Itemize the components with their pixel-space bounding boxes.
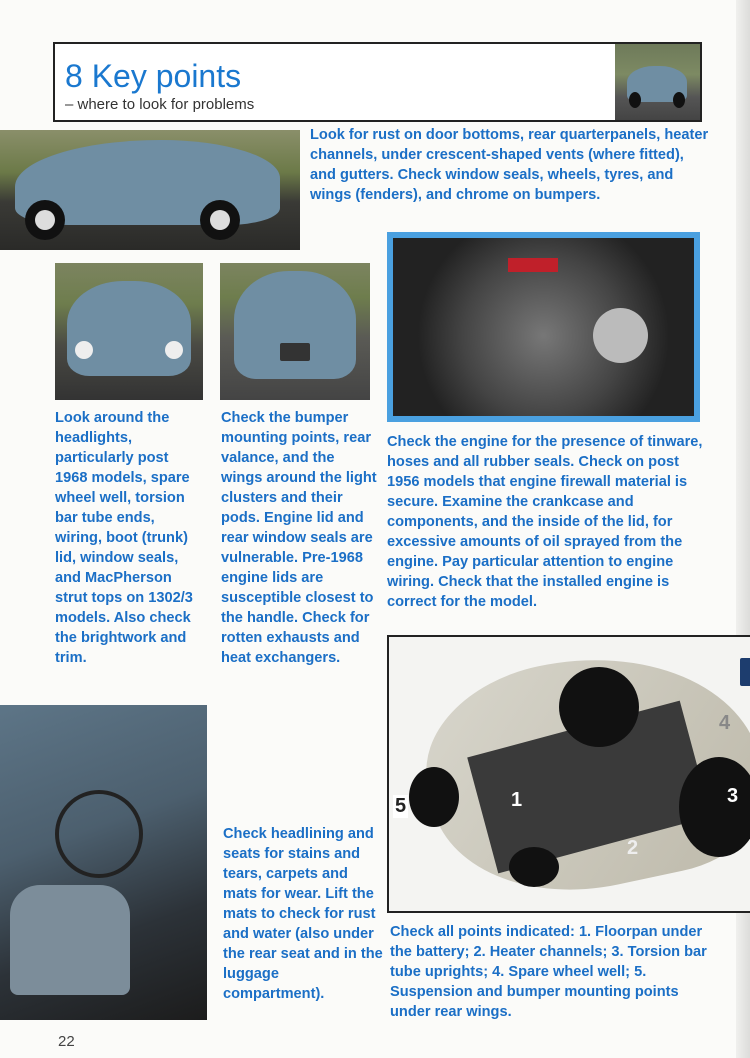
caption-engine: Check the engine for the presence of tinware, hoses and all rubber seals. Check on post 1956 models that engine firewall material is secure. Examine the crankcase and components, and the inside of the lid, for excessive amounts of oil sprayed from the engine. Pay particular attention to engine wiring. Check that the installed engine is correct for the model. <box>387 434 703 610</box>
front-car-photo <box>55 263 203 400</box>
diagram-label-1: 1 <box>511 789 523 811</box>
page-title: 8 Key points <box>65 58 242 94</box>
engine-photo <box>387 232 700 422</box>
caption-front: Look around the headlights, particularly post 1968 models, spare wheel well, torsion bar tube ends, wiring, boot (trunk) lid, window seals, and MacPherson strut tops on 1302/3 models. Also check the brightwork and trim. <box>55 410 193 666</box>
caption-exterior: Look for rust on door bottoms, rear quarterpanels, heater channels, under crescent-shaped vents (where fitted), and gutters. Check window seals, wheels, tyres, and wings (fenders), and chrome on bumpers. <box>310 127 709 203</box>
page-subtitle: – where to look for problems <box>65 96 255 113</box>
caption-interior: Check headlining and seats for stains and tears, carpets and mats for wear. Lift the mats to check for rust and water (also under the rear seat and in the luggage compartment). <box>223 826 383 1002</box>
caption-underside: Check all points indicated: 1. Floorpan under the battery; 2. Heater channels; 3. Torsion bar tube uprights; 4. Spare wheel well; 5. Suspension and bumper mounting points under rear wings. <box>390 924 707 1020</box>
caption-rear: Check the bumper mounting points, rear valance, and the wings around the light clusters and their pods. Engine lid and rear window seals are vulnerable. Pre-1968 engine lids are susceptible closest to the handle. Check for rotten exhausts and heat exchangers. <box>221 410 377 666</box>
interior-photo <box>0 705 207 1020</box>
title-box <box>53 42 702 122</box>
rear-car-photo <box>220 263 370 400</box>
diagram-label-4: 4 <box>719 712 731 734</box>
underside-diagram <box>387 635 750 913</box>
diagram-label-5: 5 <box>395 795 407 817</box>
vw-logo-icon <box>740 658 750 686</box>
page-number: 22 <box>58 1033 75 1050</box>
thumbnail-car-photo <box>615 44 700 120</box>
diagram-label-2: 2 <box>627 837 639 859</box>
diagram-label-3: 3 <box>727 785 739 807</box>
side-car-photo <box>0 130 300 250</box>
